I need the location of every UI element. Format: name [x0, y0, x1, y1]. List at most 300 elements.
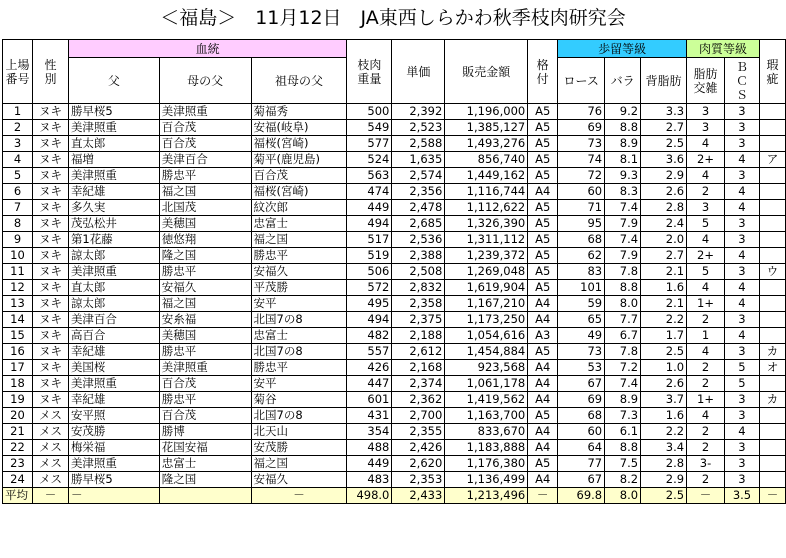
cell-father: 幸紀雄 [68, 392, 159, 408]
cell-defect [759, 472, 785, 488]
cell-mother-father: 百合茂 [159, 408, 251, 424]
header-marbling [687, 58, 725, 104]
cell-grandmother-father: 安福久 [251, 472, 347, 488]
cell-defect [759, 408, 785, 424]
cell-marbling: 3 [687, 120, 725, 136]
cell-rib: 9.2 [605, 104, 641, 120]
cell-weight: 431 [347, 408, 392, 424]
cell-loin: 65 [558, 312, 605, 328]
cell-grade: A4 [528, 296, 558, 312]
cell-sex: ヌキ [32, 168, 68, 184]
cell-sex: ヌキ [32, 328, 68, 344]
cell-rib: 8.0 [605, 296, 641, 312]
header-bloodline: 血統 [68, 40, 346, 58]
cell-unit-price: 2,388 [392, 248, 445, 264]
cell-grandmother-father: 福桜(宮崎) [251, 136, 347, 152]
table-row [3, 312, 786, 328]
cell-weight: 488 [347, 440, 392, 456]
cell-weight: 482 [347, 328, 392, 344]
cell-sales: 1,419,562 [445, 392, 528, 408]
cell-grade: A5 [528, 136, 558, 152]
cell-marbling: 2 [687, 440, 725, 456]
cell-weight: 483 [347, 472, 392, 488]
cell-grade: A4 [528, 440, 558, 456]
cell-no: 17 [3, 360, 33, 376]
cell-unit-price: 2,685 [392, 216, 445, 232]
cell-unit-price: 2,574 [392, 168, 445, 184]
cell-unit-price: 2,478 [392, 200, 445, 216]
cell-sales: 1,163,700 [445, 408, 528, 424]
cell-marbling: 4 [687, 168, 725, 184]
cell-sex: ヌキ [32, 280, 68, 296]
cell-mother-father: 忠富士 [159, 456, 251, 472]
cell-sex: メス [32, 472, 68, 488]
cell-father: 直太郎 [68, 280, 159, 296]
cell-no: 13 [3, 296, 33, 312]
cell-sex: ヌキ [32, 344, 68, 360]
average-cell-defect: － [759, 488, 785, 504]
cell-marbling: 4 [687, 344, 725, 360]
cell-defect [759, 136, 785, 152]
cell-defect [759, 456, 785, 472]
cell-unit-price: 2,358 [392, 296, 445, 312]
cell-rib: 7.9 [605, 216, 641, 232]
cell-grade: A4 [528, 376, 558, 392]
cell-sales: 1,619,904 [445, 280, 528, 296]
cell-mother-father: 隆之国 [159, 472, 251, 488]
cell-grade: A5 [528, 264, 558, 280]
cell-unit-price: 2,375 [392, 312, 445, 328]
header-loin: ロース [558, 58, 605, 104]
cell-marbling: 2 [687, 472, 725, 488]
cell-bcs: 3 [725, 168, 760, 184]
cell-father: 美津照重 [68, 264, 159, 280]
cell-sales: 1,112,622 [445, 200, 528, 216]
cell-unit-price: 2,362 [392, 392, 445, 408]
cell-loin: 77 [558, 456, 605, 472]
cell-marbling: 2 [687, 360, 725, 376]
cell-unit-price: 2,612 [392, 344, 445, 360]
cell-unit-price: 2,355 [392, 424, 445, 440]
cell-unit-price: 2,374 [392, 376, 445, 392]
cell-bcs: 4 [725, 424, 760, 440]
cell-father: 安茂勝 [68, 424, 159, 440]
cell-grandmother-father: 北国7の8 [251, 312, 347, 328]
cell-loin: 68 [558, 408, 605, 424]
cell-sex: ヌキ [32, 104, 68, 120]
cell-mother-father: 美穂国 [159, 328, 251, 344]
cell-bcs: 3 [725, 456, 760, 472]
cell-grandmother-father: 安平 [251, 376, 347, 392]
cell-sex: ヌキ [32, 360, 68, 376]
cell-grade: A4 [528, 424, 558, 440]
cell-mother-father: 隆之国 [159, 248, 251, 264]
cell-weight: 447 [347, 376, 392, 392]
cell-sales: 1,176,380 [445, 456, 528, 472]
average-cell-weight: 498.0 [347, 488, 392, 504]
cell-no: 24 [3, 472, 33, 488]
cell-grandmother-father: 安福(岐阜) [251, 120, 347, 136]
cell-bcs: 4 [725, 184, 760, 200]
cell-rib: 8.2 [605, 472, 641, 488]
cell-bcs: 3 [725, 232, 760, 248]
cell-no: 1 [3, 104, 33, 120]
cell-sales: 1,183,888 [445, 440, 528, 456]
cell-grandmother-father: 福之国 [251, 232, 347, 248]
average-cell-loin: 69.8 [558, 488, 605, 504]
cell-marbling: 2+ [687, 248, 725, 264]
auction-results-table [2, 39, 786, 504]
cell-mother-father: 勝忠平 [159, 344, 251, 360]
cell-fat: 2.1 [641, 264, 687, 280]
cell-no: 23 [3, 456, 33, 472]
cell-defect [759, 328, 785, 344]
header-line: 交雑 [693, 80, 718, 95]
cell-sex: ヌキ [32, 200, 68, 216]
cell-marbling: 4 [687, 280, 725, 296]
cell-fat: 1.6 [641, 408, 687, 424]
table-row [3, 360, 786, 376]
cell-fat: 2.2 [641, 424, 687, 440]
cell-no: 18 [3, 376, 33, 392]
cell-defect [759, 440, 785, 456]
cell-grade: A5 [528, 456, 558, 472]
cell-weight: 449 [347, 200, 392, 216]
cell-fat: 2.8 [641, 200, 687, 216]
cell-loin: 73 [558, 136, 605, 152]
header-line: 別 [44, 71, 57, 86]
header-fat: 背脂肪 [641, 58, 687, 104]
cell-marbling: 2+ [687, 152, 725, 168]
cell-father: 美津照重 [68, 376, 159, 392]
header-line: Ｓ [735, 87, 748, 102]
cell-rib: 7.7 [605, 312, 641, 328]
cell-sales: 1,385,127 [445, 120, 528, 136]
cell-defect: ア [759, 152, 785, 168]
cell-fat: 3.3 [641, 104, 687, 120]
cell-unit-price: 2,523 [392, 120, 445, 136]
average-cell-grandmother-father: － [251, 488, 347, 504]
cell-father: 美津照重 [68, 456, 159, 472]
cell-unit-price: 2,508 [392, 264, 445, 280]
cell-weight: 426 [347, 360, 392, 376]
cell-grandmother-father: 北国7の8 [251, 344, 347, 360]
cell-marbling: 4 [687, 232, 725, 248]
average-cell-fat: 2.5 [641, 488, 687, 504]
cell-unit-price: 2,536 [392, 232, 445, 248]
cell-bcs: 3 [725, 440, 760, 456]
cell-weight: 500 [347, 104, 392, 120]
cell-mother-father: 勝博 [159, 424, 251, 440]
cell-mother-father: 勝忠平 [159, 392, 251, 408]
cell-no: 7 [3, 200, 33, 216]
cell-unit-price: 2,620 [392, 456, 445, 472]
cell-no: 15 [3, 328, 33, 344]
cell-sales: 1,136,499 [445, 472, 528, 488]
cell-bcs: 3 [725, 344, 760, 360]
cell-marbling: 2 [687, 312, 725, 328]
cell-loin: 83 [558, 264, 605, 280]
cell-sex: メス [32, 440, 68, 456]
cell-marbling: 2 [687, 184, 725, 200]
cell-defect [759, 184, 785, 200]
cell-grandmother-father: 平茂勝 [251, 280, 347, 296]
cell-weight: 577 [347, 136, 392, 152]
cell-marbling: 4 [687, 408, 725, 424]
cell-sales: 1,167,210 [445, 296, 528, 312]
cell-grade: A5 [528, 168, 558, 184]
cell-father: 美津百合 [68, 312, 159, 328]
cell-no: 5 [3, 168, 33, 184]
cell-sales: 1,311,112 [445, 232, 528, 248]
cell-marbling: 3- [687, 456, 725, 472]
cell-no: 4 [3, 152, 33, 168]
table-row [3, 184, 786, 200]
cell-loin: 49 [558, 328, 605, 344]
header-line: 枝肉 [357, 57, 382, 72]
cell-rib: 7.3 [605, 408, 641, 424]
header-line: Ｃ [735, 73, 748, 88]
table-row [3, 408, 786, 424]
cell-defect [759, 104, 785, 120]
cell-loin: 60 [558, 184, 605, 200]
table-row [3, 248, 786, 264]
header-line: 格 [536, 57, 549, 72]
cell-sales: 1,449,162 [445, 168, 528, 184]
cell-marbling: 3 [687, 104, 725, 120]
cell-sales: 1,054,616 [445, 328, 528, 344]
cell-sales: 1,269,048 [445, 264, 528, 280]
average-cell-father: － [68, 488, 159, 504]
cell-marbling: 1+ [687, 392, 725, 408]
table-row [3, 296, 786, 312]
cell-marbling: 2 [687, 424, 725, 440]
cell-defect: オ [759, 360, 785, 376]
header-line: 瑕 [766, 57, 779, 72]
cell-bcs: 4 [725, 152, 760, 168]
cell-grade: A5 [528, 104, 558, 120]
cell-weight: 519 [347, 248, 392, 264]
cell-loin: 71 [558, 200, 605, 216]
table-row [3, 152, 786, 168]
cell-sex: ヌキ [32, 264, 68, 280]
cell-bcs: 5 [725, 360, 760, 376]
cell-fat: 2.5 [641, 344, 687, 360]
cell-grandmother-father: 安福久 [251, 264, 347, 280]
cell-fat: 2.6 [641, 376, 687, 392]
table-row [3, 376, 786, 392]
cell-loin: 101 [558, 280, 605, 296]
cell-no: 3 [3, 136, 33, 152]
average-row [3, 488, 786, 504]
cell-no: 10 [3, 248, 33, 264]
cell-fat: 1.0 [641, 360, 687, 376]
table-row [3, 328, 786, 344]
header-grade [528, 40, 558, 104]
cell-loin: 72 [558, 168, 605, 184]
cell-father: 第1花藤 [68, 232, 159, 248]
table-row [3, 424, 786, 440]
cell-no: 2 [3, 120, 33, 136]
cell-unit-price: 2,426 [392, 440, 445, 456]
cell-grandmother-father: 紋次郎 [251, 200, 347, 216]
cell-rib: 8.8 [605, 280, 641, 296]
cell-grandmother-father: 菊平(鹿児島) [251, 152, 347, 168]
cell-defect [759, 376, 785, 392]
cell-father: 諒太郎 [68, 296, 159, 312]
cell-rib: 7.9 [605, 248, 641, 264]
cell-defect [759, 168, 785, 184]
cell-sex: ヌキ [32, 120, 68, 136]
cell-loin: 53 [558, 360, 605, 376]
cell-mother-father: 徳悠翔 [159, 232, 251, 248]
table-row [3, 168, 786, 184]
cell-no: 8 [3, 216, 33, 232]
cell-mother-father: 美津百合 [159, 152, 251, 168]
header-mother-father: 母の父 [159, 58, 251, 104]
header-unit-price: 単価 [392, 40, 445, 104]
cell-father: 幸紀雄 [68, 184, 159, 200]
table-row [3, 392, 786, 408]
cell-defect [759, 216, 785, 232]
cell-father: 直太郎 [68, 136, 159, 152]
average-cell-sex: － [32, 488, 68, 504]
cell-defect [759, 232, 785, 248]
cell-sex: メス [32, 424, 68, 440]
cell-mother-father: 福之国 [159, 184, 251, 200]
cell-defect: ウ [759, 264, 785, 280]
cell-father: 幸紀雄 [68, 344, 159, 360]
cell-bcs: 4 [725, 248, 760, 264]
cell-weight: 449 [347, 456, 392, 472]
cell-grade: A4 [528, 472, 558, 488]
header-sales: 販売金額 [445, 40, 528, 104]
average-cell-grade: － [528, 488, 558, 504]
cell-sales: 1,116,744 [445, 184, 528, 200]
cell-loin: 59 [558, 296, 605, 312]
cell-mother-father: 安糸福 [159, 312, 251, 328]
cell-no: 20 [3, 408, 33, 424]
cell-grandmother-father: 百合茂 [251, 168, 347, 184]
cell-mother-father: 美津照重 [159, 104, 251, 120]
cell-father: 福増 [68, 152, 159, 168]
cell-fat: 2.6 [641, 184, 687, 200]
header-no [3, 40, 33, 104]
cell-sex: ヌキ [32, 232, 68, 248]
cell-sex: ヌキ [32, 376, 68, 392]
cell-rib: 8.9 [605, 392, 641, 408]
cell-father: 安平照 [68, 408, 159, 424]
cell-sales: 1,196,000 [445, 104, 528, 120]
cell-bcs: 3 [725, 312, 760, 328]
average-cell-bcs: 3.5 [725, 488, 760, 504]
cell-defect: カ [759, 392, 785, 408]
cell-marbling: 4 [687, 136, 725, 152]
cell-no: 9 [3, 232, 33, 248]
cell-defect [759, 280, 785, 296]
cell-father: 多久実 [68, 200, 159, 216]
cell-sex: ヌキ [32, 392, 68, 408]
cell-fat: 1.6 [641, 280, 687, 296]
header-father: 父 [68, 58, 159, 104]
average-cell-rib: 8.0 [605, 488, 641, 504]
header-grandmother-father: 祖母の父 [251, 58, 347, 104]
cell-loin: 95 [558, 216, 605, 232]
cell-defect [759, 120, 785, 136]
cell-grandmother-father: 安平 [251, 296, 347, 312]
cell-unit-price: 2,168 [392, 360, 445, 376]
cell-unit-price: 2,588 [392, 136, 445, 152]
cell-marbling: 1+ [687, 296, 725, 312]
cell-marbling: 1 [687, 328, 725, 344]
cell-mother-father: 勝忠平 [159, 168, 251, 184]
cell-fat: 2.1 [641, 296, 687, 312]
cell-mother-father: 勝忠平 [159, 264, 251, 280]
cell-no: 14 [3, 312, 33, 328]
cell-rib: 7.4 [605, 376, 641, 392]
cell-defect [759, 200, 785, 216]
cell-bcs: 3 [725, 392, 760, 408]
table-row [3, 440, 786, 456]
cell-grade: A5 [528, 344, 558, 360]
cell-rib: 8.8 [605, 120, 641, 136]
cell-no: 12 [3, 280, 33, 296]
table-row [3, 456, 786, 472]
cell-no: 11 [3, 264, 33, 280]
cell-grandmother-father: 忠富士 [251, 328, 347, 344]
cell-bcs: 3 [725, 472, 760, 488]
cell-bcs: 4 [725, 296, 760, 312]
table-row [3, 280, 786, 296]
cell-loin: 73 [558, 344, 605, 360]
cell-grandmother-father: 菊福秀 [251, 104, 347, 120]
average-cell-sales: 1,213,496 [445, 488, 528, 504]
cell-rib: 8.1 [605, 152, 641, 168]
cell-grade: A5 [528, 232, 558, 248]
cell-marbling: 5 [687, 216, 725, 232]
cell-loin: 74 [558, 152, 605, 168]
cell-grade: A5 [528, 408, 558, 424]
cell-grade: A5 [528, 248, 558, 264]
cell-loin: 68 [558, 232, 605, 248]
cell-loin: 60 [558, 424, 605, 440]
cell-defect [759, 296, 785, 312]
table-row [3, 472, 786, 488]
cell-no: 21 [3, 424, 33, 440]
table-row [3, 136, 786, 152]
cell-no: 16 [3, 344, 33, 360]
header-rib: バラ [605, 58, 641, 104]
header-line: 疵 [766, 71, 779, 86]
table-row [3, 216, 786, 232]
cell-unit-price: 2,356 [392, 184, 445, 200]
cell-rib: 9.3 [605, 168, 641, 184]
cell-rib: 7.4 [605, 200, 641, 216]
cell-mother-father: 美津照重 [159, 360, 251, 376]
cell-sales: 1,061,178 [445, 376, 528, 392]
cell-mother-father: 美穂国 [159, 216, 251, 232]
cell-bcs: 5 [725, 376, 760, 392]
header-defect [759, 40, 785, 104]
cell-mother-father: 福之国 [159, 296, 251, 312]
cell-loin: 76 [558, 104, 605, 120]
header-line: 番号 [5, 71, 30, 86]
cell-rib: 7.5 [605, 456, 641, 472]
cell-grade: A3 [528, 328, 558, 344]
cell-grade: A5 [528, 216, 558, 232]
cell-sex: ヌキ [32, 248, 68, 264]
cell-rib: 7.8 [605, 264, 641, 280]
